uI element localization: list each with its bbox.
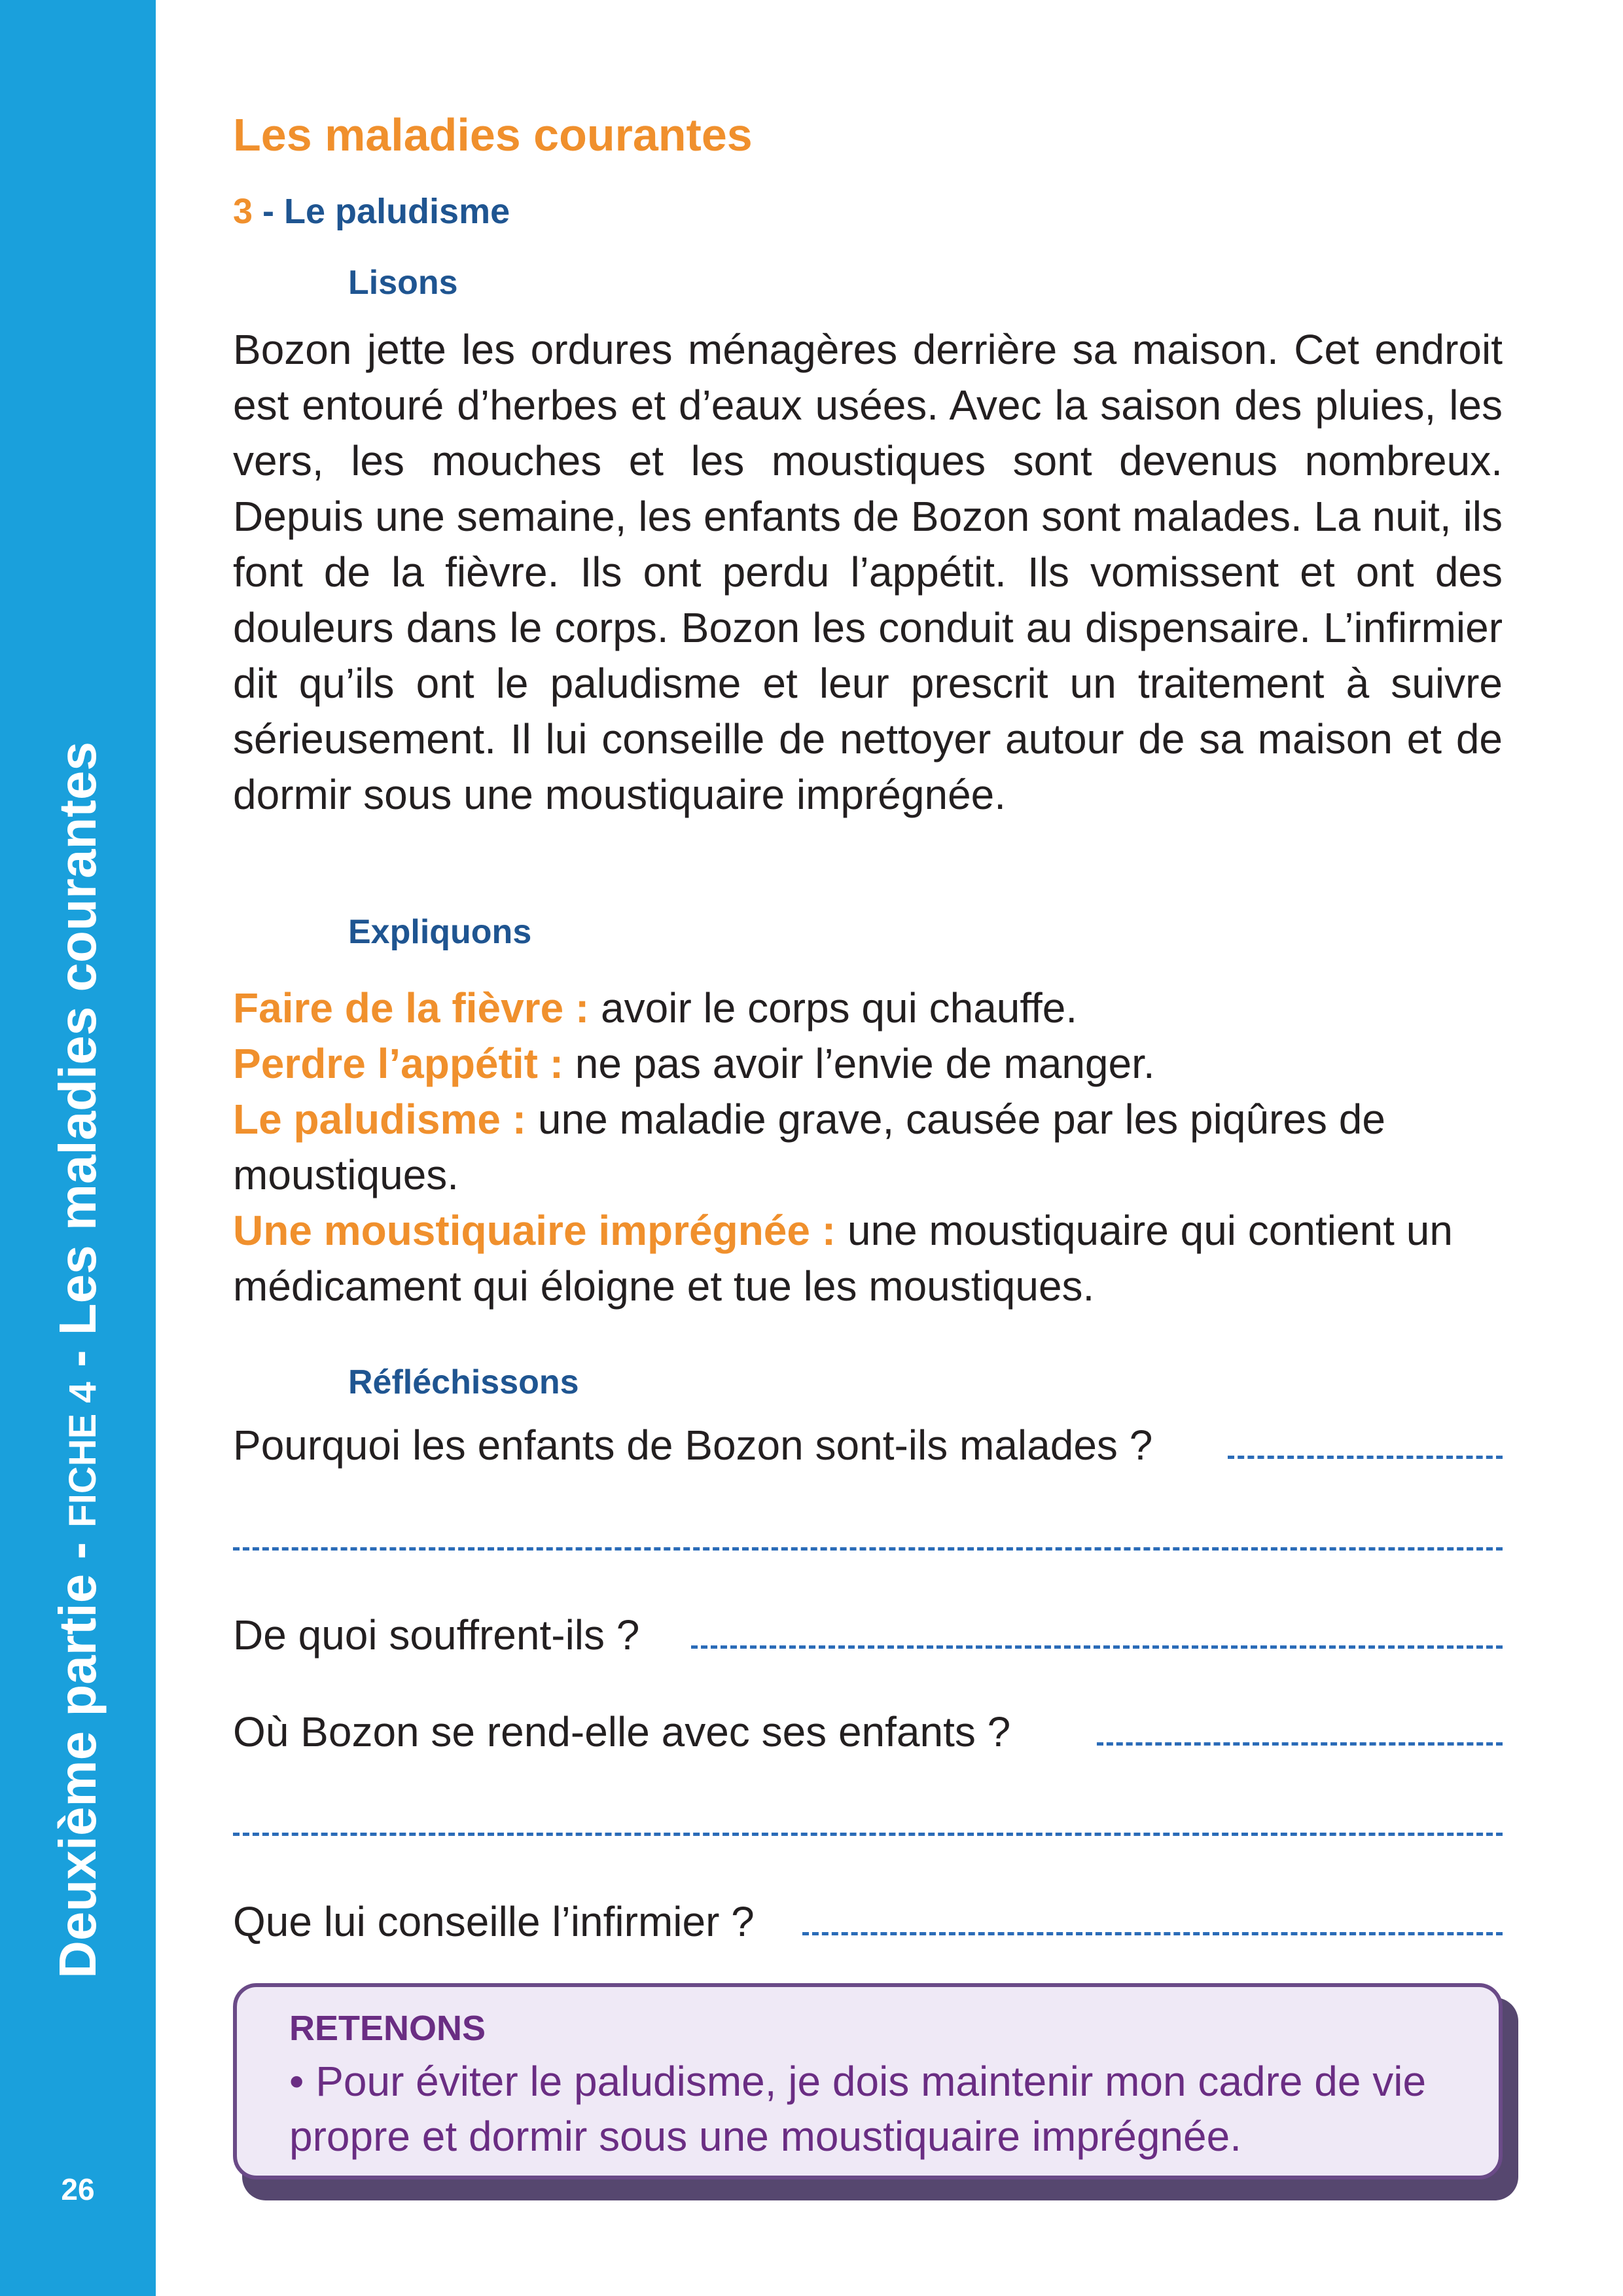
expliquons-heading: Expliquons [348,913,532,951]
answer-line-1b[interactable] [233,1547,1503,1551]
definitions-list [233,980,1503,1314]
definition-term: Perdre l’appétit : [233,1040,575,1087]
definition-item [233,1036,1503,1092]
definition-item [233,980,1503,1036]
sidebar-fiche: FICHE 4 [62,1382,104,1528]
lisons-heading: Lisons [348,264,458,302]
sidebar-part: Deuxième partie - [48,1527,107,1979]
definition-item [233,1092,1503,1203]
definition-term: Une moustiquaire imprégnée : [233,1207,847,1254]
definition-item [233,1203,1503,1314]
page-number: 26 [61,2172,95,2206]
retenons-text: • Pour éviter le paludisme, je dois maintenir mon cadre de vie propre et dormir sous une moustiquaire imprégnée. [289,2058,1427,2160]
sidebar-title [48,742,108,1979]
reading-text: Bozon jette les ordures ménagères derrière sa maison. Cet endroit est entouré d’herbes et d’eaux usées. Avec la saison des pluies, les vers, les mouches et les moustiques sont devenus nombreux. Depuis une semaine, les enfants de Bozon sont malades. La nuit, ils font de la fièvre. Ils ont perdu l’appétit. Ils vomissent et ont des douleurs dans le corps. Bozon les conduit au dispensaire. L’infirmier dit qu’ils ont le paludisme et leur prescrit un traitement à suivre sérieusement. Il lui conseille de nettoyer autour de sa maison et de dormir sous une moustiquaire imprégnée. [233,326,1503,818]
definition-text: ne pas avoir l’envie de manger. [575,1040,1155,1087]
question-1: Pourquoi les enfants de Bozon sont-ils malades ? [233,1422,1153,1469]
definition-text: une moustiquaire qui contient un médicament qui éloigne et tue les moustiques. [233,1207,1453,1310]
definition-term: Le paludisme : [233,1096,538,1143]
answer-line-4[interactable] [802,1932,1503,1935]
question-2: De quoi souffrent-ils ? [233,1611,640,1659]
definition-text: une maladie grave, causée par les piqûres de moustiques. [233,1096,1385,1198]
subsection-number: 3 [233,192,253,231]
retenons-box [233,1983,1503,2179]
answer-line-2[interactable] [691,1645,1503,1649]
subsection-label: - Le paludisme [253,192,510,231]
section-title: Les maladies courantes [233,109,753,160]
answer-line-3b[interactable] [233,1833,1503,1836]
sidebar-chapter: - Les maladies courantes [48,742,107,1382]
definition-term: Faire de la fièvre : [233,984,601,1031]
answer-line-3a[interactable] [1097,1742,1503,1746]
reflechissons-heading: Réfléchissons [348,1363,579,1401]
question-4: Que lui conseille l’infirmier ? [233,1898,755,1945]
question-3: Où Bozon se rend-elle avec ses enfants ? [233,1708,1011,1755]
retenons-heading: RETENONS [289,2009,486,2048]
subsection-title [233,191,510,232]
sidebar [0,0,156,2296]
definition-text: avoir le corps qui chauffe. [601,984,1078,1031]
answer-line-1a[interactable] [1228,1456,1503,1459]
